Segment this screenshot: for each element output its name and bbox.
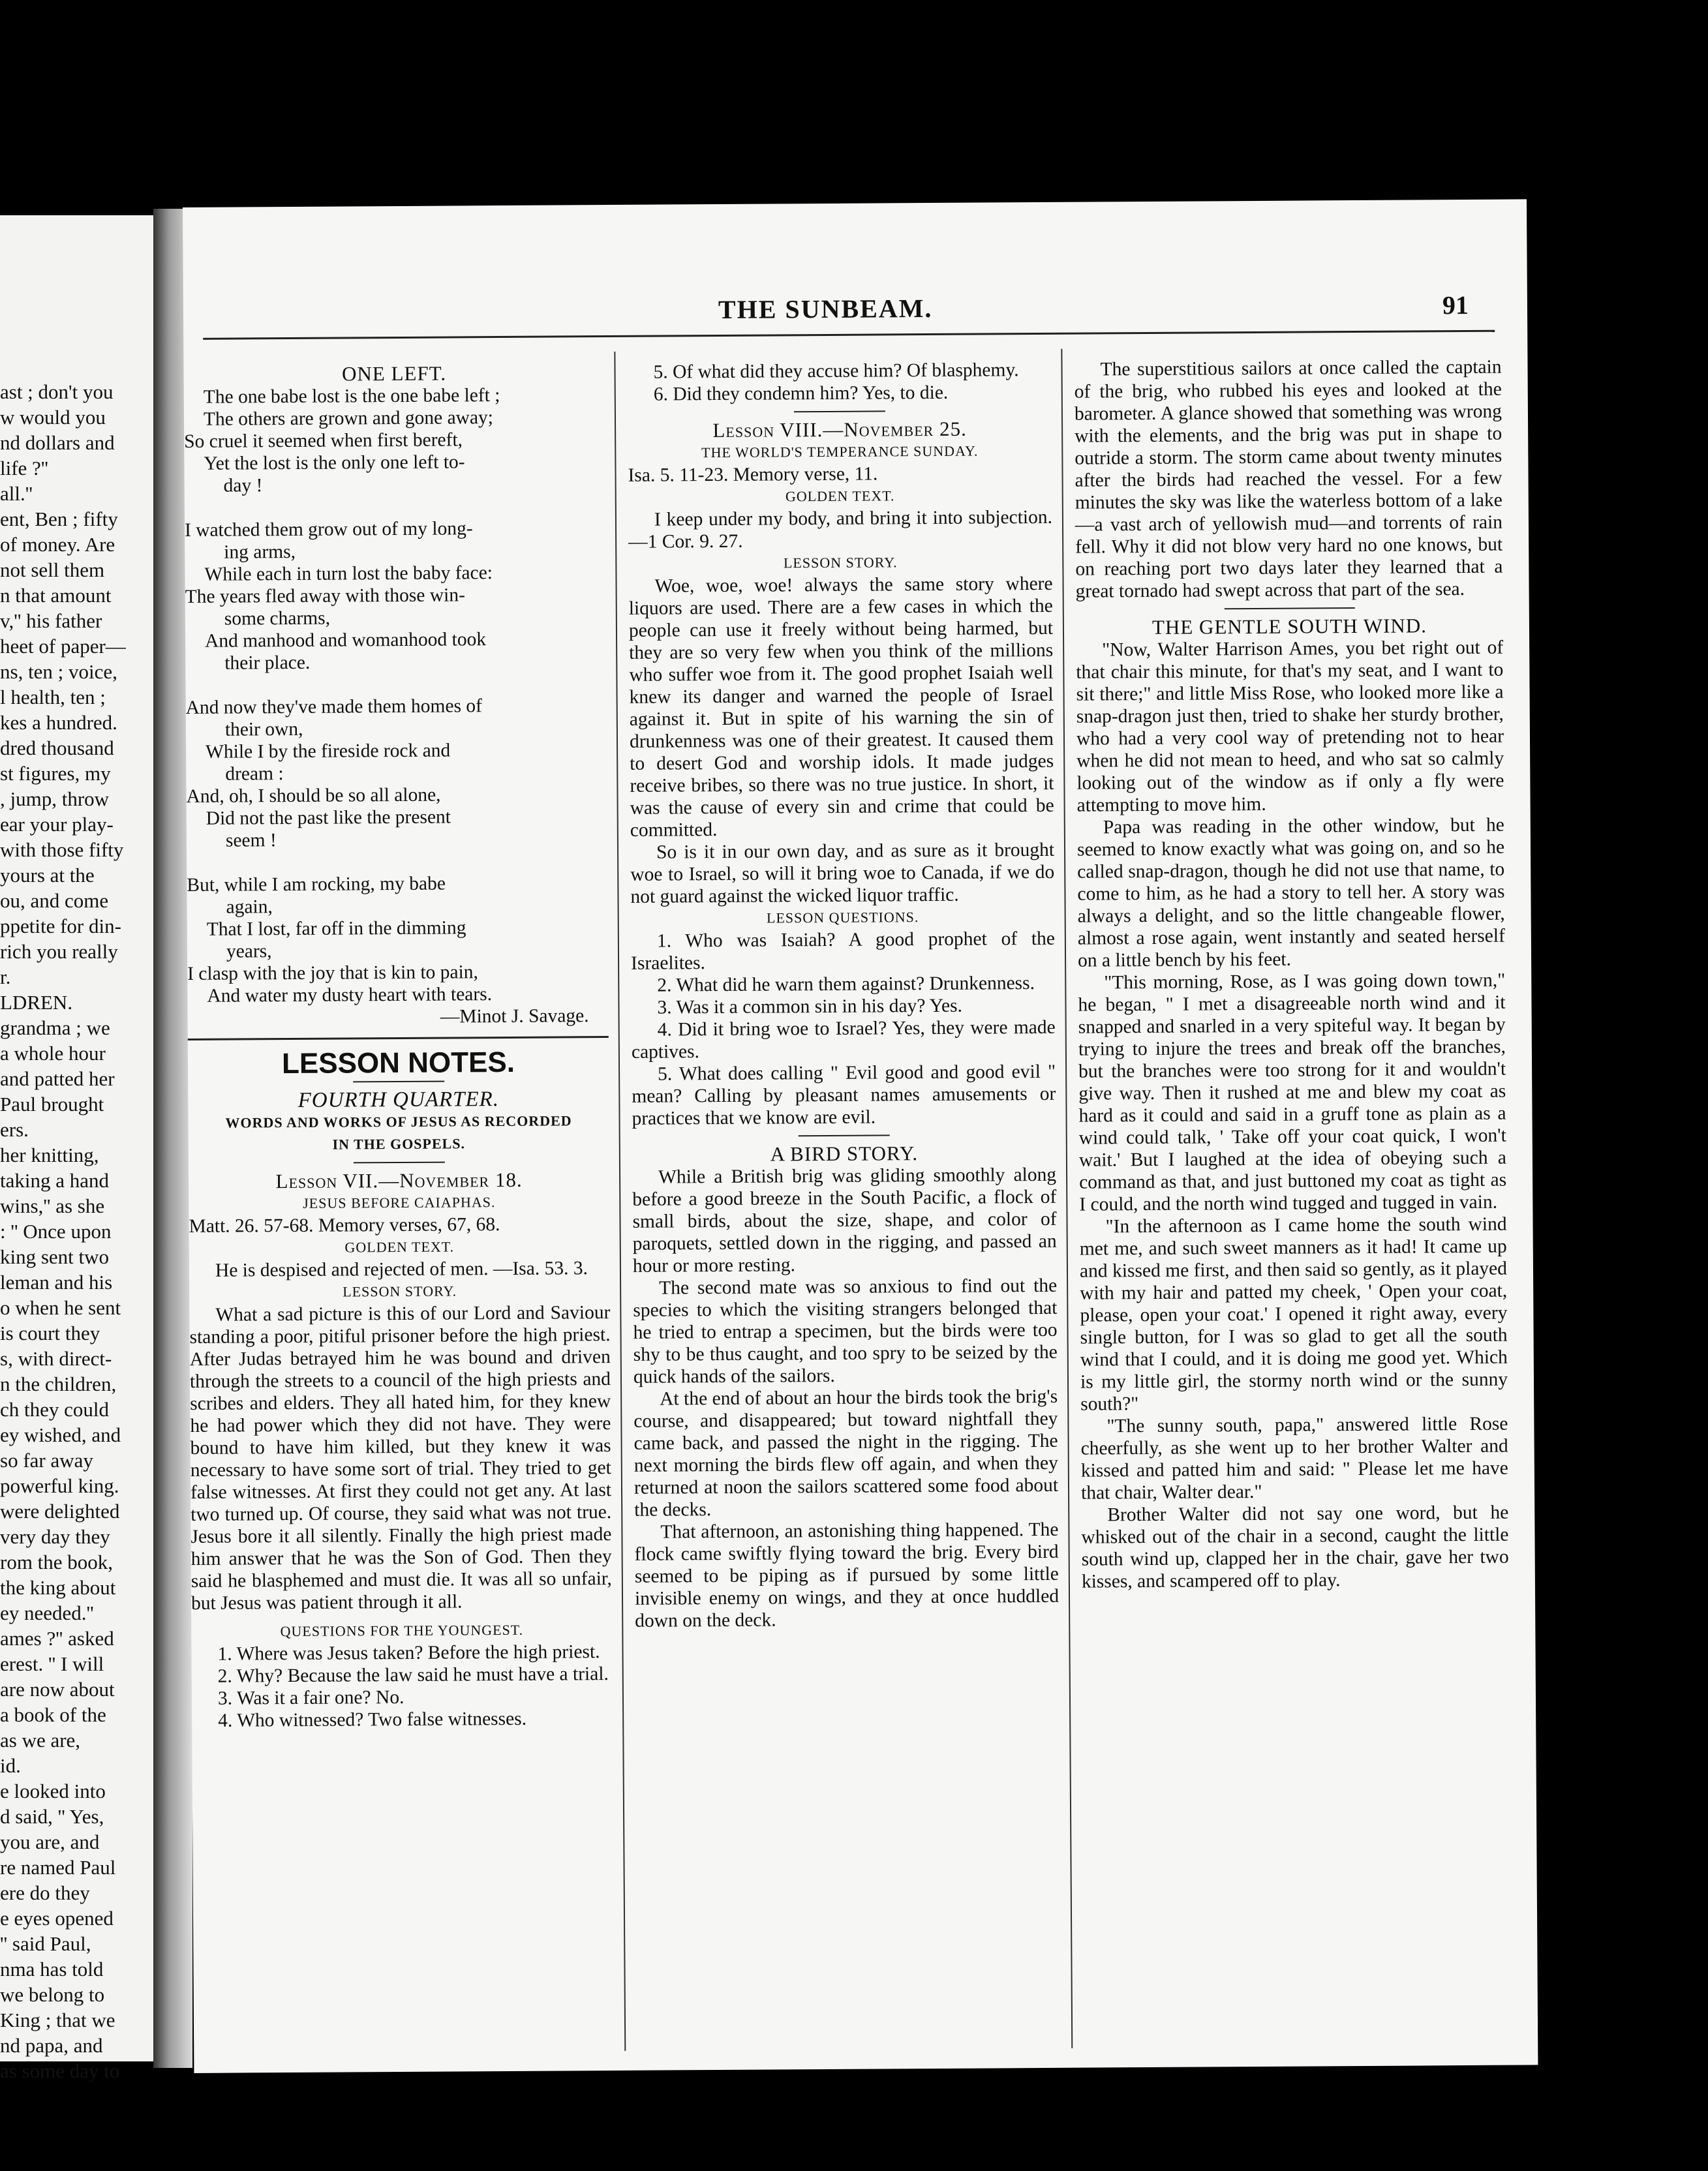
golden-text-label: GOLDEN TEXT. <box>344 1238 455 1256</box>
short-rule <box>353 1162 444 1164</box>
fragment-line: st figures, my <box>0 762 111 785</box>
poem-line: While each in turn lost the baby face: <box>204 562 493 585</box>
poem-line: While I by the fireside rock and <box>206 740 451 763</box>
fragment-line: re named Paul <box>0 1856 116 1879</box>
fragment-line: , jump, throw <box>0 787 110 810</box>
golden-text-label: GOLDEN TEXT. <box>785 487 895 505</box>
lesson-notes-title: LESSON NOTES. <box>281 1046 515 1080</box>
fragment-line: s, with direct- <box>0 1347 112 1370</box>
poem-line: Yet the lost is the only one left to- <box>204 451 465 474</box>
lesson-questions-label: LESSON QUESTIONS. <box>766 909 919 926</box>
poem-line: again, <box>226 896 273 918</box>
column-divider-2 <box>1061 349 1073 2048</box>
lesson-story-label: LESSON STORY. <box>783 554 898 571</box>
question-item: 4. Who witnessed? Two false witnesses. <box>218 1708 527 1731</box>
poem-line: their own, <box>224 718 303 740</box>
question-item: 5. Of what did they accuse him? Of blasphemy. <box>653 359 1019 383</box>
lesson8-story-p1: Woe, woe, woe! always the same story where liquors are used. There are a few cases in which the people can use it freely without being harmed, but they are so very few when you think of the millions who suffer woe from it. The good prophet Isaiah well knew its danger and warned the people of Israel against it. But in spite of his warning the sin of drunkenness was one of their greatest. It caused them to desert God and worship idols. It made judges receive bribes, so there was no true justice. In short, it was the cause of every sin and crime that could be committed. <box>628 573 1054 841</box>
page-number: 91 <box>1442 290 1469 320</box>
fragment-line: nd papa, and <box>0 2034 103 2057</box>
lesson8-subject: THE WORLD'S TEMPERANCE SUNDAY. <box>701 442 979 461</box>
poem-line: And water my dusty heart with tears. <box>207 984 493 1007</box>
fragment-line: as we are, <box>0 1729 81 1752</box>
poem-line: dream : <box>225 763 284 785</box>
poem-line: I watched them grow out of my long- <box>184 518 473 541</box>
fragment-line: a whole hour <box>0 1042 106 1065</box>
poem-line: years, <box>226 941 272 962</box>
short-rule <box>353 1081 444 1083</box>
poem-line: The years fled away with those win- <box>185 584 465 607</box>
column-3 <box>1074 356 1509 1593</box>
section-rule <box>188 1036 609 1040</box>
fragment-line: dred thousand <box>0 736 114 759</box>
fragment-line: n that amount <box>0 584 112 607</box>
poem-line: And manhood and womanhood took <box>204 629 487 652</box>
poem-line: The others are grown and gone away; <box>203 407 494 430</box>
lesson8-reference: Isa. 5. 11-23. Memory verse, 11. <box>628 463 878 486</box>
fragment-line: very day they <box>0 1525 110 1548</box>
short-rule <box>794 410 885 412</box>
fragment-line: rich you really <box>0 940 118 963</box>
poem-line: Did not the past like the present <box>206 806 451 829</box>
fragment-line: is court they <box>0 1322 100 1344</box>
bird-story-p1: While a British brig was gliding smoothly along before a good breeze in the South Pacific, a flock of small birds, about the size, shape, and color of paroquets, settled down in the rigging, and passed an hour or more resting. <box>632 1164 1057 1277</box>
fragment-line: yours at the <box>0 864 95 887</box>
fragment-line: you are, and <box>0 1830 100 1853</box>
lesson7-story: What a sad picture is this of our Lord and Saviour standing a poor, pitiful prisoner before the high priest. After Judas betrayed him he was bound and driven through the streets to a council of the high priests and scribes and elders. They all hated him, for they knew he had power which they did not have. They were bound to have him killed, but they knew it was necessary to have some sort of trial. They tried to get false witnesses. At first they could not get any. At last two turned up. Of course, they said what was not true. Jesus bore it all silently. Finally the high priest made him answer that he was the Son of God. Then they said he blasphemed and must die. It was all so unfair, but Jesus was patient through it all. <box>189 1302 612 1614</box>
bird-story-p2: The second mate was so anxious to find out the species to which the visiting strangers belonged that he tried to entrap a specimen, but the birds were too shy to be thus caught, and too spry to be seized by the quick hands of the sailors. <box>633 1275 1058 1388</box>
fragment-line: l health, ten ; <box>0 686 106 708</box>
adjacent-page-fragment <box>0 215 157 2082</box>
fragment-line: kes a hundred. <box>0 711 117 734</box>
fragment-line: ames ?'' asked <box>0 1627 114 1650</box>
poem-line: some charms, <box>224 607 331 630</box>
poem-title: ONE LEFT. <box>341 361 447 386</box>
fragment-line: life ?'' <box>0 457 48 479</box>
question-item: 2. Why? Because the law said he must have a trial. <box>217 1663 609 1687</box>
bird-story-p3: At the end of about an hour the birds took the brig's course, and disappeared; but toward nightfall they came back, and passed the night in the rigging. The next morning the birds flew off again, and when they returned at noon the sailors scattered some food about the decks. <box>633 1386 1059 1521</box>
fragment-line: LDREN. <box>0 991 73 1014</box>
fragment-line: nma has told <box>0 1958 104 1981</box>
fragment-line: leman and his <box>0 1271 113 1294</box>
south-wind-p6: Brother Walter did not say one word, but he whisked out of the chair in a second, caught the little south wind up, clapped her in the chair, gave her two kisses, and scampered off to play. <box>1081 1502 1509 1592</box>
lesson8-golden-text: I keep under my body, and bring it into subjection.—1 Cor. 9. 27. <box>628 506 1053 553</box>
lesson7-questions <box>191 1641 613 1732</box>
fragment-line: a book of the <box>0 1703 106 1726</box>
poem-line: ing arms, <box>224 541 296 563</box>
question-item: 1. Who was Isaiah? A good prophet of the Israelites. <box>630 928 1055 974</box>
fragment-line: '' said Paul, <box>0 1932 91 1955</box>
fragment-line: all.'' <box>0 482 33 505</box>
poem-line: their place. <box>224 652 311 674</box>
fragment-line: w would you <box>0 406 106 429</box>
poem-line: I clasp with the joy that is kin to pain, <box>187 962 478 984</box>
column-2 <box>627 359 1059 1632</box>
south-wind-p1: "Now, Walter Harrison Ames, you bet right out of that chair this minute, for that's my seat, and I want to sit there;" and little Miss Rose, who looked more like a snap-dragon just then, tried to shake her sturdy brother, who had a very cool way of pretending not to hear when he did not mean to heed, and who sat so calmly looking out of the window as if only a fly were attempting to move him. <box>1076 637 1504 816</box>
poem-line: And, oh, I should be so all alone, <box>186 784 441 807</box>
fragment-line: e looked into <box>0 1780 106 1802</box>
fragment-line: we belong to <box>0 1983 105 2006</box>
question-item: 4. Did it bring woe to Israel? Yes, they were made captives. <box>631 1016 1056 1063</box>
fragment-line: heet of paper— <box>0 635 126 658</box>
fragment-line: v,'' his father <box>0 609 102 632</box>
bird-story-p5: The superstitious sailors at once called the captain of the brig, who rubbed his eyes and looked at the barometer. A glance showed that something was wrong with the elements, and the brig was put in shape to outride a storm. The storm came about twenty minutes after the birds had reached the vessel. For a few minutes the sky was like the waterless bottom of a lake—a vast arch of yellowish mud—and torrents of rain fell. Why it did not blow very hard no one knows, but on reaching port two days later they learned that a great tornado had swept across that part of the sea. <box>1074 356 1503 602</box>
bird-story-p4: That afternoon, an astonishing thing happened. The flock came swiftly flying toward the brig. Every bird seemed to be piping as if pursued by some little invisible enemy on wings, and they at once huddled down on the deck. <box>634 1519 1060 1632</box>
lesson-story-label: LESSON STORY. <box>343 1283 457 1300</box>
question-item: 5. What does calling " Evil good and good evil " mean? Calling by pleasant names amusements or practices that we know are evil. <box>632 1061 1056 1129</box>
question-item: 2. What did he warn them against? Drunkenness. <box>657 973 1035 996</box>
poem-line: And now they've made them homes of <box>185 695 483 718</box>
fragment-line: taking a hand <box>0 1169 110 1192</box>
lesson7-questions-continued <box>627 359 1051 406</box>
fragment-line: e eyes opened <box>0 1907 114 1930</box>
newspaper-page <box>183 199 1538 2073</box>
short-rule <box>799 1134 890 1136</box>
quarter-subheading-2: IN THE GOSPELS. <box>332 1135 466 1153</box>
fragment-line: ns, ten ; voice, <box>0 660 117 683</box>
fragment-line: King ; that we <box>0 2009 115 2031</box>
fragment-line: rom the book, <box>0 1551 114 1573</box>
fragment-line: her knitting, <box>0 1144 99 1166</box>
fragment-line: ppetite for din- <box>0 915 121 937</box>
fragment-line: not sell them <box>0 558 105 581</box>
quarter-subheading-1: WORDS AND WORKS OF JESUS AS RECORDED <box>225 1112 572 1131</box>
fragment-line: the king about <box>0 1576 116 1599</box>
bird-story-title: A BIRD STORY. <box>770 1142 919 1166</box>
fragment-line: ou, and come <box>0 889 109 912</box>
lesson7-golden-text: He is despised and rejected of men. —Isa. 53. 3. <box>215 1258 588 1281</box>
poem-line: day ! <box>223 475 263 496</box>
question-item: 1. Where was Jesus taken? Before the high priest. <box>217 1641 600 1665</box>
fragment-line: ear your play- <box>0 813 114 836</box>
fragment-line: powerful king. <box>0 1474 119 1497</box>
south-wind-p2: Papa was reading in the other window, but he seemed to know exactly what was going on, and so he called snap-dragon, though he did not use that name, to come to him, as he had a story to tell her. A story was always a delight, and so the little changeable flower, almost a rose again, went instantly and seated herself on a little bench by his feet. <box>1076 814 1505 971</box>
fragment-line: and patted her <box>0 1067 115 1090</box>
questions-youngest-label: QUESTIONS FOR THE YOUNGEST. <box>280 1621 524 1640</box>
fragment-line: erest. '' I will <box>0 1652 104 1675</box>
fragment-line: o when he sent <box>0 1296 121 1319</box>
stanza-break <box>187 849 607 874</box>
fragment-line: as some day to <box>0 2059 120 2082</box>
fragment-line: n the children, <box>0 1373 117 1395</box>
fragment-line: grandma ; we <box>0 1016 110 1039</box>
stanza-break <box>185 672 606 697</box>
fragment-line: ey wished, and <box>0 1423 121 1446</box>
poem-attribution: —Minot J. Savage. <box>440 1005 589 1027</box>
fragment-line: ere do they <box>0 1881 90 1904</box>
south-wind-p5: "The sunny south, papa," answered little Rose cheerfully, as she went up to her brother Walter and kissed and patted him and said: " Please let me have that chair, Walter dear." <box>1080 1413 1508 1504</box>
question-item: 3. Was it a common sin in his day? Yes. <box>657 995 963 1018</box>
south-wind-p4: "In the afternoon as I came home the south wind met me, and such sweet manners as it had! It came up and kissed me first, and then said so gently, as it played with my hair and patted my cheek, ' Open your coat, please, open your coat.' I opened it right away, every single button, for I was so glad to get all the south wind that I could, and it is doing me good yet. Which is my little girl, the stormy north wind or the sunny south?" <box>1079 1213 1508 1415</box>
poem-line: The one babe lost is the one babe left ; <box>203 385 500 408</box>
fragment-line: so far away <box>0 1449 93 1472</box>
fragment-line: king sent two <box>0 1245 110 1268</box>
fragment-line: Paul brought <box>0 1093 104 1116</box>
quarter-heading: FOURTH QUARTER. <box>297 1087 500 1112</box>
poem-line: But, while I am rocking, my babe <box>187 873 446 896</box>
fragment-line: id. <box>0 1754 21 1777</box>
fragment-line: wins,'' as she <box>0 1194 105 1217</box>
south-wind-title: THE GENTLE SOUTH WIND. <box>1151 614 1427 639</box>
fragment-line: nd dollars and <box>0 431 115 454</box>
fragment-line: d said, '' Yes, <box>0 1805 104 1828</box>
fragment-line: with those fifty <box>0 838 124 861</box>
fragment-line: were delighted <box>0 1500 120 1523</box>
column-1 <box>183 361 613 1732</box>
lesson7-title: Lesson VII.—November 18. <box>275 1168 523 1193</box>
poem-line: So cruel it seemed when first bereft, <box>184 429 463 452</box>
south-wind-p3: "This morning, Rose, as I was going down town," he began, " I met a disagreeable north wind and it snapped and snarled in a very spiteful way. It began by trying to injure the trees and break off the branches, but the branches were too strong for it and wouldn't give way. Then it rushed at me and blew my coat as hard as it could and said in a gruff tone as plain as a wind could talk, ' Take off your coat quick, I won't wait.' But I laughed at the idea of obeying such a command as that, and just buttoned my coat as tight as I could, and the north wind tugged and tugged in vain. <box>1078 969 1507 1215</box>
fragment-line: ent, Ben ; fifty <box>0 508 118 530</box>
fragment-line: are now about <box>0 1678 115 1701</box>
question-item: 3. Was it a fair one? No. <box>217 1686 404 1709</box>
fragment-line: : '' Once upon <box>0 1220 112 1243</box>
fragment-line: of money. Are <box>0 533 115 556</box>
poem-body <box>184 384 609 1007</box>
column-divider-1 <box>614 352 626 2051</box>
fragment-line: ers. <box>0 1118 29 1141</box>
masthead-title: THE SUNBEAM. <box>718 293 933 324</box>
short-rule <box>1224 607 1354 609</box>
lesson7-subject: JESUS BEFORE CAIAPHAS. <box>303 1194 496 1211</box>
stanza-break <box>185 494 605 519</box>
question-item: 6. Did they condemn him? Yes, to die. <box>653 382 949 405</box>
poem-line: That I lost, far off in the dimming <box>206 917 466 940</box>
lesson8-story-p2: So is it in our own day, and as sure as it brought woe to Israel, so will it bring woe to Canada, if we do not guard against the wicked liquor traffic. <box>630 839 1055 907</box>
poem-line: seem ! <box>225 830 277 851</box>
fragment-line: ast ; don't you <box>0 380 114 403</box>
header-rule <box>203 330 1495 340</box>
lesson8-title: Lesson VIII.—November 25. <box>712 417 967 442</box>
fragment-line: r. <box>0 965 11 988</box>
lesson7-reference: Matt. 26. 57-68. Memory verses, 67, 68. <box>189 1214 500 1237</box>
fragment-line: ch they could <box>0 1398 110 1421</box>
fragment-line: ey needed.'' <box>0 1602 94 1624</box>
lesson8-questions <box>631 928 1056 1130</box>
